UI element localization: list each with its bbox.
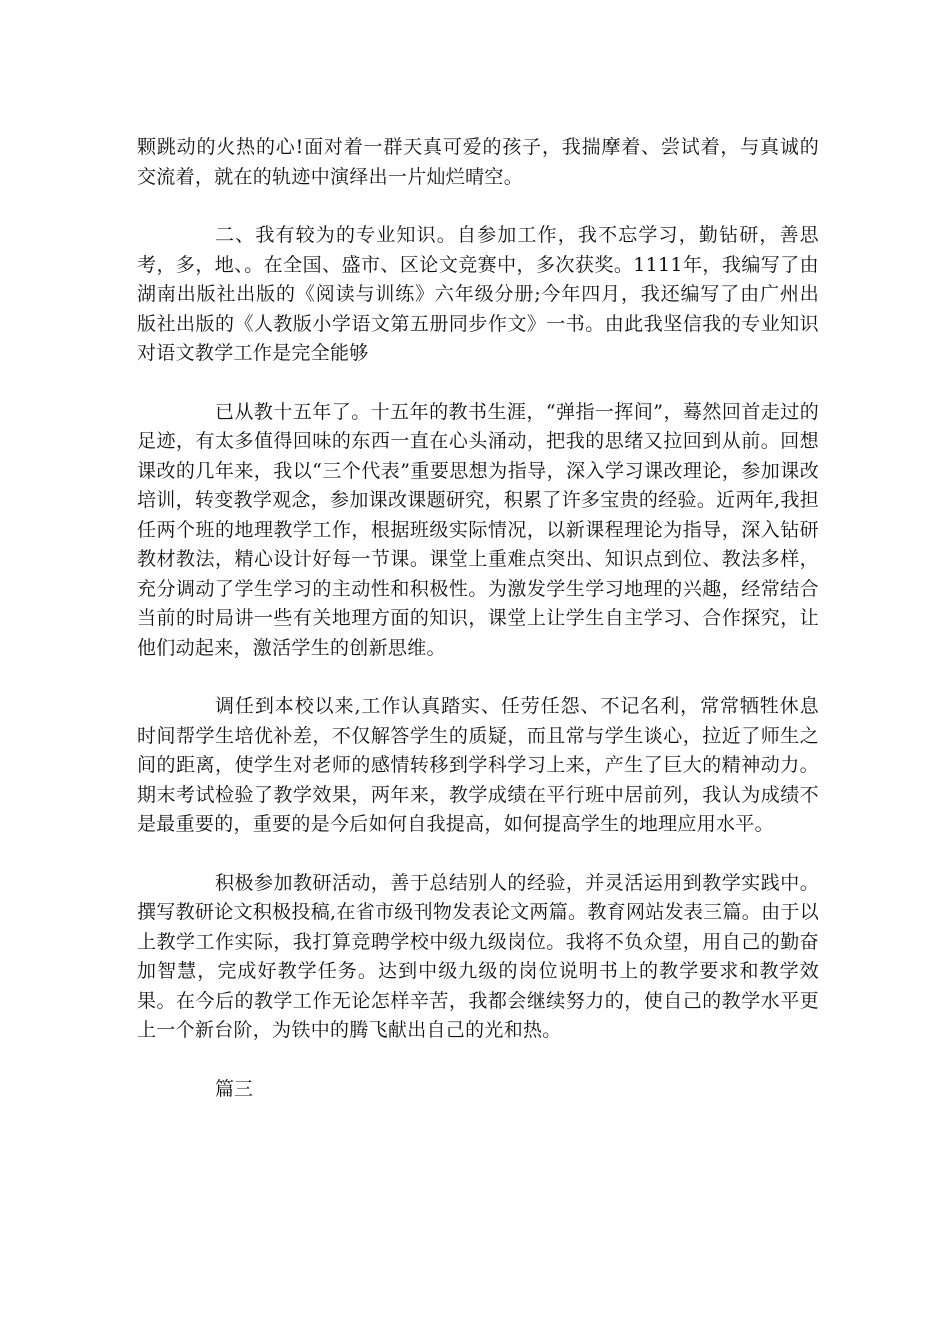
paragraph-5: 积极参加教研活动，善于总结别人的经验，并灵活运用到教学实践中。撰写教研论文积极投稿,在省市级刊物发表论文两篇。教育网站发表三篇。由于以上教学工作实际，我打算竞聘学校中级九级岗位。我将不负众望，用自己的勤奋加智慧，完成好教学任务。达到中级九级的岗位说明书上的教学要求和教学效果。在今后的教学工作无论怎样辛苦，我都会继续努力的，使自己的教学水平更上一个新台阶，为铁中的腾飞献出自己的光和热。	[137, 871, 819, 1041]
section-heading: 篇三	[215, 1077, 254, 1100]
paragraph-4: 调任到本校以来,工作认真踏实、任劳任怨、不记名利，常常牺牲休息时间帮学生培优补差，不仅解答学生的质疑，而且常与学生谈心，拉近了师生之间的距离，使学生对老师的感情转移到学科学习上来，产生了巨大的精神动力。期末考试检验了教学效果，两年来，教学成绩在平行班中居前列，我认为成绩不是最重要的，重要的是今后如何自我提高，如何提高学生的地理应用水平。	[137, 695, 819, 835]
document-page	[137, 133, 819, 1104]
paragraph-3: 已从教十五年了。十五年的教书生涯，“弹指一挥间”，蓦然回首走过的足迹，有太多值得回味的东西一直在心头涌动，把我的思绪又拉回到从前。回想课改的几年来，我以“三个代表”重要思想为指导，深入学习课改理论，参加课改培训，转变教学观念，参加课改课题研究，积累了许多宝贵的经验。近两年,我担任两个班的地理教学工作，根据班级实际情况，以新课程理论为指导，深入钻研教材教法，精心设计好每一节课。课堂上重难点突出、知识点到位、教法多样，充分调动了学生学习的主动性和积极性。为激发学生学习地理的兴趣，经常结合当前的时局讲一些有关地理方面的知识，课堂上让学生自主学习、合作探究，让他们动起来，激活学生的创新思维。	[137, 400, 819, 659]
paragraph-1: 颗跳动的火热的心!面对着一群天真可爱的孩子，我揣摩着、尝试着，与真诚的交流着，就在的轨迹中演绎出一片灿烂晴空。	[137, 136, 819, 188]
paragraph-2: 二、我有较为的专业知识。自参加工作，我不忘学习，勤钻研，善思考，多，地、。在全国、盛市、区论文竞赛中，多次获奖。1111年，我编写了由湖南出版社出版的《阅读与训练》六年级分册;今年四月，我还编写了由广州出版社出版的《人教版小学语文第五册同步作文》一书。由此我坚信我的专业知识对语文教学工作是完全能够	[137, 224, 819, 364]
